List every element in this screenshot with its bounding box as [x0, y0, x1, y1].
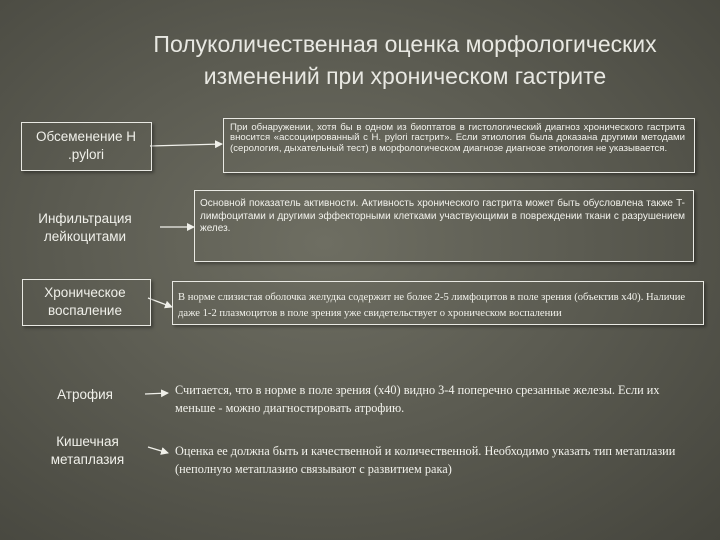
desc-chronic-inflammation: В норме слизистая оболочка желудка содержит не более 2-5 лимфоцитов в поле зрения (объектив x40). Наличие даже 1-2 плазмоцитов в поле зрения уже свидетельствует о хроническом воспалении — [178, 292, 686, 319]
label-atrophy: Атрофия — [57, 387, 113, 402]
arrow-3 — [148, 298, 172, 307]
slide-title: Полуколичественная оценка морфологических изменений при хроническом гастрите — [153, 31, 657, 89]
label-chronic-inflammation: Хроническое воспаление — [44, 285, 126, 318]
arrow-1 — [150, 144, 222, 146]
desc-leukocyte-infiltration: Основной показатель активности. Активность хронического гастрита может быть обусловлена также T-лимфоцитами и другими эффекторными клетками участвующими в повреждении ткани с разрушением желез. — [200, 198, 685, 235]
label-contamination: Обсеменение H .pylori — [35, 129, 137, 162]
arrow-4 — [145, 393, 168, 394]
arrow-5 — [148, 447, 168, 453]
label-intestinal-metaplasia: Кишечная метаплазия — [50, 434, 125, 467]
desc-contamination: При обнаружении, хотя бы в одном из биоптатов в гистологический диагноз хронического гастрита вносится «ассоциированный с H. pylori гастрит». Если этиология была доказана другими методами (серология, дыхательный тест) в морфологическом диагнозе диагнозе этиология не указывается. — [230, 122, 685, 154]
desc-atrophy: Считается, что в норме в поле зрения (x40) видно 3-4 поперечно срезанные железы. Если их меньше - можно диагностировать атрофию. — [175, 383, 660, 415]
label-leukocyte-infiltration: Инфильтрация лейкоцитами — [38, 211, 132, 244]
desc-intestinal-metaplasia: Оценка ее должна быть и качественной и количественной. Необходимо указать тип метаплазии (неполную метаплазию связывают с развитием рака) — [175, 444, 676, 476]
